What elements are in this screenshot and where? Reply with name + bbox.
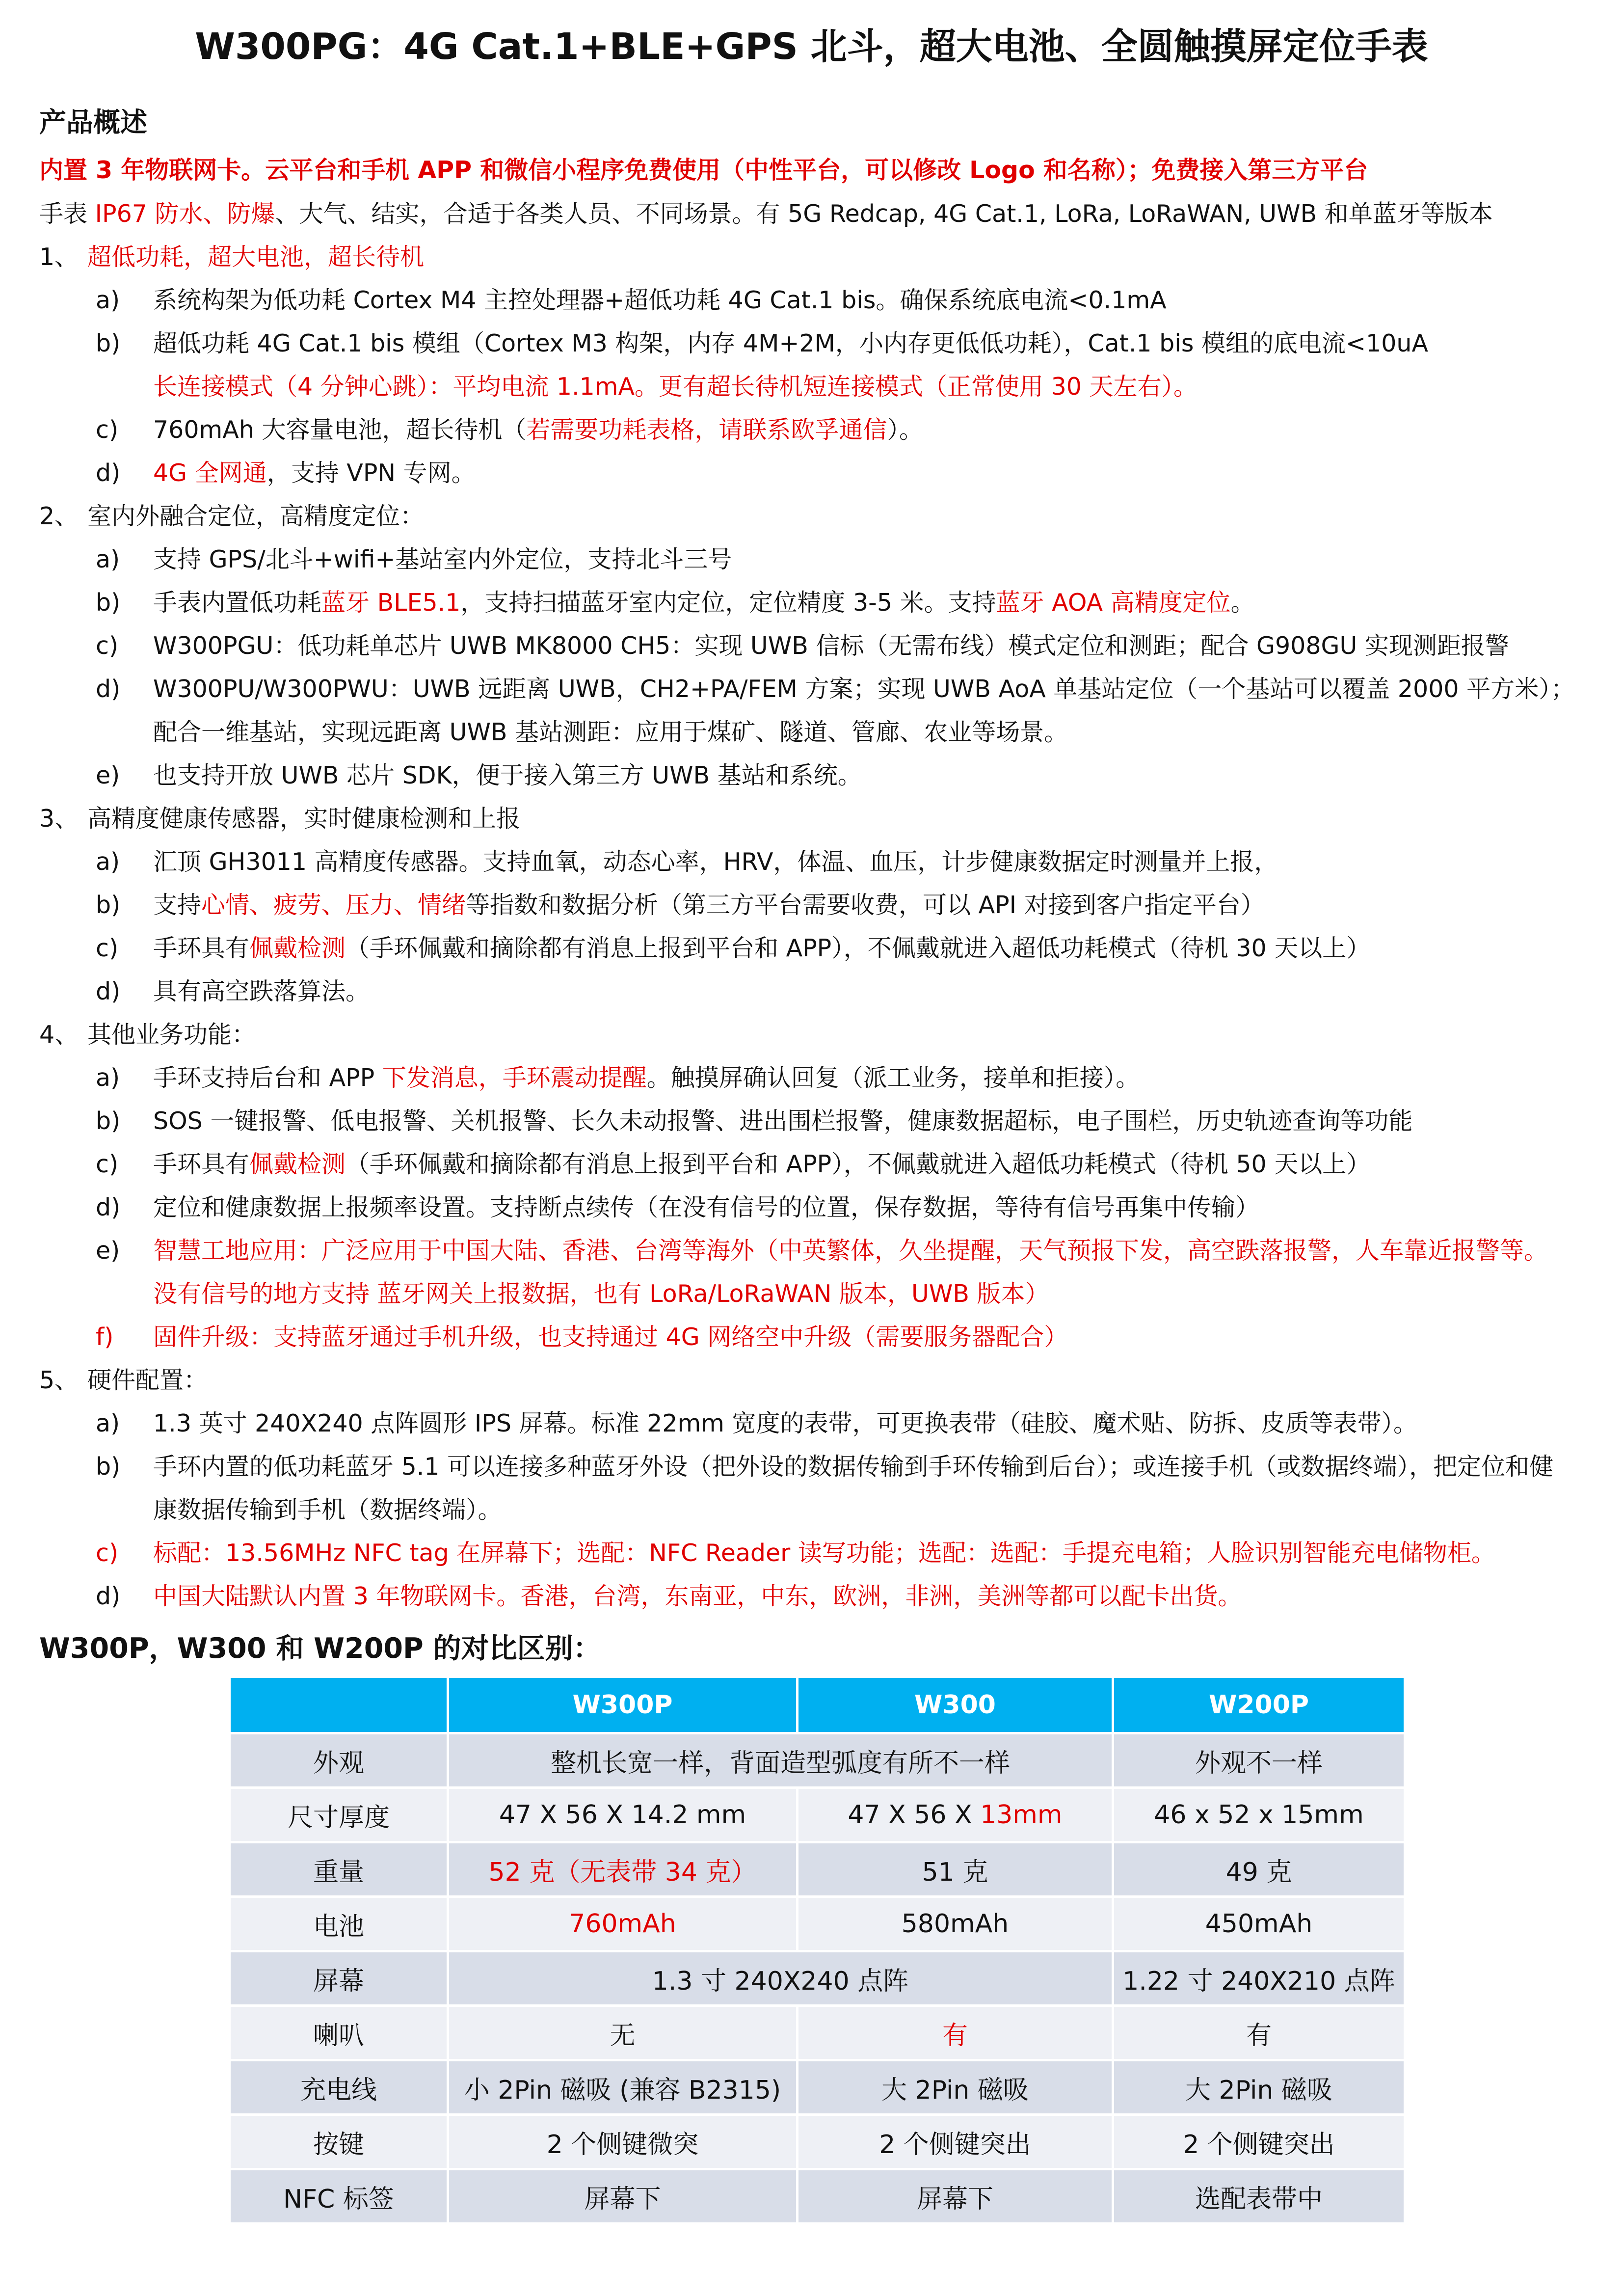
- list-item: [153, 589, 1255, 618]
- compare-heading: W300P，W300 和 W200P 的对比区别：: [39, 1632, 601, 1665]
- table-row: [230, 2115, 1405, 2169]
- list-item: 固件升级：支持蓝牙通过手机升级，也支持通过 4G 网络空中升级（需要服务器配合）: [153, 1323, 1068, 1351]
- list-item-highlight: 心情、疲劳、压力、情绪: [201, 891, 466, 919]
- table-row: [230, 1951, 1405, 2006]
- list-item-highlight: 蓝牙 AOA 高精度定位: [996, 589, 1231, 617]
- list-item: [153, 416, 923, 445]
- list-marker: d): [96, 977, 121, 1005]
- table-cell: 47 X 56 X 14.2 mm: [448, 1788, 798, 1842]
- list-marker: c): [96, 934, 119, 962]
- table-row: [230, 1842, 1405, 1897]
- table-cell: 按键: [230, 2115, 448, 2169]
- list-item: [153, 1064, 1140, 1093]
- list-item-text: 。触摸屏确认回复（派工业务，接单和拒接）。: [646, 1064, 1140, 1092]
- list-item: 支持 GPS/北斗+wifi+基站室内外定位，支持北斗三号: [153, 545, 732, 573]
- table-cell: 580mAh: [798, 1897, 1113, 1951]
- list-item: 具有高空跌落算法。: [153, 977, 370, 1005]
- list-item-text: （手环佩戴和摘除都有消息上报到平台和 APP），不佩戴就进入超低功耗模式（待机 50 天以上）: [346, 1150, 1371, 1178]
- section-1-number: 1、: [39, 243, 79, 271]
- intro-text: 、大气、结实，合适于各类人员、不同场景。有 5G Redcap, 4G Cat.1, LoRa, LoRaWAN, UWB 和单蓝牙等版本: [275, 200, 1493, 228]
- list-marker: e): [96, 761, 120, 789]
- table-cell: 1.3 寸 240X240 点阵: [448, 1951, 1113, 2006]
- table-cell: 2 个侧键微突: [448, 2115, 798, 2169]
- list-item-continued: 长连接模式（4 分钟心跳）：平均电流 1.1mA。更有超长待机短连接模式（正常使用 30 天左右）。: [153, 373, 1198, 401]
- list-item: 手环内置的低功耗蓝牙 5.1 可以连接多种蓝牙外设（把外设的数据传输到手环传输到后台）；或连接手机（或数据终端），把定位和健: [153, 1453, 1554, 1481]
- section-1-title: 超低功耗，超大电池，超长待机: [87, 243, 425, 271]
- list-item: 1.3 英寸 240X240 点阵圆形 IPS 屏幕。标准 22mm 宽度的表带，可更换表带（硅胶、魔术贴、防拆、皮质等表带）。: [153, 1409, 1417, 1437]
- list-marker: a): [96, 1409, 120, 1437]
- list-marker: d): [96, 1193, 121, 1221]
- list-marker: c): [96, 416, 119, 444]
- list-item-text: 支持: [153, 891, 202, 919]
- list-item-highlight: 蓝牙 BLE5.1: [321, 589, 461, 617]
- table-cell-text: 47 X 56 X: [848, 1800, 981, 1830]
- list-marker: b): [96, 1453, 121, 1481]
- list-item: [153, 891, 1265, 920]
- table-cell: 外观: [230, 1733, 448, 1788]
- intro-line: [39, 200, 1493, 229]
- list-item: [153, 934, 1370, 963]
- table-cell: 2 个侧键突出: [1113, 2115, 1405, 2169]
- page-title: W300PG：4G Cat.1+BLE+GPS 北斗，超大电池、全圆触摸屏定位手表: [195, 26, 1428, 68]
- list-item-continued: 配合一维基站，实现远距离 UWB 基站测距：应用于煤矿、隧道、管廊、农业等场景。: [153, 718, 1068, 746]
- list-item-highlight: 下发消息，手环震动提醒: [382, 1064, 647, 1092]
- list-item-text: ，支持 VPN 专网。: [266, 459, 476, 487]
- table-cell: 1.22 寸 240X210 点阵: [1113, 1951, 1405, 2006]
- list-marker: a): [96, 545, 120, 573]
- list-item: 智慧工地应用：广泛应用于中国大陆、香港、台湾等海外（中英繁体，久坐提醒，天气预报下发，高空跌落报警，人车靠近报警等。: [153, 1237, 1548, 1265]
- table-cell: 450mAh: [1113, 1897, 1405, 1951]
- list-marker: a): [96, 848, 120, 876]
- list-marker: d): [96, 1582, 121, 1610]
- list-item: SOS 一键报警、低电报警、关机报警、长久未动报警、进出围栏报警，健康数据超标，电子围栏，历史轨迹查询等功能: [153, 1107, 1413, 1135]
- list-item: 中国大陆默认内置 3 年物联网卡。香港，台湾，东南亚，中东，欧洲，非洲，美洲等都可以配卡出货。: [153, 1582, 1242, 1610]
- list-item-continued: 没有信号的地方支持 蓝牙网关上报数据，也有 LoRa/LoRaWAN 版本，UWB 版本）: [153, 1280, 1049, 1308]
- list-item-text: 。: [1230, 589, 1255, 617]
- table-row: [230, 1897, 1405, 1951]
- table-cell: 46 x 52 x 15mm: [1113, 1788, 1405, 1842]
- table-cell: 充电线: [230, 2060, 448, 2115]
- list-item: 定位和健康数据上报频率设置。支持断点续传（在没有信号的位置，保存数据，等待有信号再集中传输）: [153, 1193, 1260, 1221]
- list-item-text: 760mAh 大容量电池，超长待机（: [153, 416, 527, 444]
- list-item: [153, 459, 476, 488]
- table-row: [230, 2169, 1405, 2224]
- table-cell: 外观不一样: [1113, 1733, 1405, 1788]
- table-cell: 屏幕下: [448, 2169, 798, 2224]
- table-header-cell: W300P: [448, 1677, 798, 1733]
- list-item-text: 手环具有: [153, 1150, 250, 1178]
- list-item-text: 手环支持后台和 APP: [153, 1064, 382, 1092]
- list-marker: b): [96, 589, 121, 617]
- list-item-text: 等指数和数据分析（第三方平台需要收费，可以 API 对接到客户指定平台）: [466, 891, 1265, 919]
- table-cell: 52 克（无表带 34 克）: [448, 1842, 798, 1897]
- intro-highlight-text: IP67 防水、防爆: [95, 200, 275, 228]
- list-item: W300PGU：低功耗单芯片 UWB MK8000 CH5：实现 UWB 信标（无需布线）模式定位和测距；配合 G908GU 实现测距报警: [153, 632, 1509, 660]
- table-row: [230, 2006, 1405, 2060]
- list-marker: a): [96, 1064, 120, 1092]
- list-marker: b): [96, 329, 121, 357]
- list-marker: c): [96, 1539, 119, 1567]
- list-marker: e): [96, 1237, 120, 1265]
- list-item-text: 手表内置低功耗: [153, 589, 322, 617]
- list-item-highlight: 佩戴检测: [249, 934, 346, 962]
- list-item: W300PU/W300PWU：UWB 远距离 UWB，CH2+PA/FEM 方案；实现 UWB AoA 单基站定位（一个基站可以覆盖 2000 平方米）；: [153, 675, 1575, 703]
- table-row: [230, 1733, 1405, 1788]
- list-marker: d): [96, 675, 121, 703]
- list-item: 汇顶 GH3011 高精度传感器。支持血氧，动态心率，HRV，体温、血压，计步健康数据定时测量并上报，: [153, 848, 1278, 876]
- table-header-row: [230, 1677, 1405, 1733]
- intro-text: 手表: [39, 200, 95, 228]
- section-5-number: 5、: [39, 1366, 79, 1394]
- intro-highlight: 内置 3 年物联网卡。云平台和手机 APP 和微信小程序免费使用（中性平台，可以修改 Logo 和名称）；免费接入第三方平台: [39, 156, 1368, 184]
- table-header-cell: W200P: [1113, 1677, 1405, 1733]
- table-cell: 屏幕: [230, 1951, 448, 2006]
- list-marker: c): [96, 632, 119, 660]
- table-cell: 尺寸厚度: [230, 1788, 448, 1842]
- list-item: 系统构架为低功耗 Cortex M4 主控处理器+超低功耗 4G Cat.1 bis。确保系统底电流<0.1mA: [153, 286, 1167, 314]
- comparison-table: [228, 1675, 1406, 2225]
- table-cell: 喇叭: [230, 2006, 448, 2060]
- table-cell-highlight: 13mm: [980, 1800, 1063, 1830]
- table-cell: 重量: [230, 1842, 448, 1897]
- list-item-highlight: 4G 全网通: [153, 459, 267, 487]
- table-cell: 整机长宽一样，背面造型弧度有所不一样: [448, 1733, 1113, 1788]
- table-cell: 选配表带中: [1113, 2169, 1405, 2224]
- list-marker: f): [96, 1323, 114, 1351]
- list-marker: a): [96, 286, 120, 314]
- table-header-cell: W300: [798, 1677, 1113, 1733]
- section-2-number: 2、: [39, 502, 79, 530]
- overview-heading: 产品概述: [39, 107, 148, 138]
- list-marker: b): [96, 1107, 121, 1135]
- table-cell: 有: [1113, 2006, 1405, 2060]
- table-cell: 大 2Pin 磁吸: [1113, 2060, 1405, 2115]
- list-item: 也支持开放 UWB 芯片 SDK，便于接入第三方 UWB 基站和系统。: [153, 761, 862, 789]
- section-4-title: 其他业务功能：: [87, 1021, 256, 1049]
- list-item-highlight: 若需要功耗表格，请联系欧孚通信: [526, 416, 887, 444]
- list-item-highlight: 佩戴检测: [249, 1150, 346, 1178]
- table-cell: NFC 标签: [230, 2169, 448, 2224]
- section-2-title: 室内外融合定位，高精度定位：: [87, 502, 425, 530]
- section-5-title: 硬件配置：: [87, 1366, 208, 1394]
- list-item-text: 手环具有: [153, 934, 250, 962]
- table-row: [230, 2060, 1405, 2115]
- section-4-number: 4、: [39, 1021, 79, 1049]
- list-item: 超低功耗 4G Cat.1 bis 模组（Cortex M3 构架，内存 4M+2M，小内存更低低功耗），Cat.1 bis 模组的底电流<10uA: [153, 329, 1428, 357]
- table-header-cell: [230, 1677, 448, 1733]
- table-cell: 51 克: [798, 1842, 1113, 1897]
- table-cell: [798, 1788, 1113, 1842]
- list-marker: d): [96, 459, 121, 487]
- table-cell: 大 2Pin 磁吸: [798, 2060, 1113, 2115]
- section-3-number: 3、: [39, 805, 79, 833]
- list-item: 标配：13.56MHz NFC tag 在屏幕下；选配：NFC Reader 读写功能；选配：选配：手提充电箱；人脸识别智能充电储物柜。: [153, 1539, 1495, 1567]
- table-cell: 无: [448, 2006, 798, 2060]
- table-cell: 49 克: [1113, 1842, 1405, 1897]
- list-item-text: （手环佩戴和摘除都有消息上报到平台和 APP），不佩戴就进入超低功耗模式（待机 30 天以上）: [346, 934, 1371, 962]
- table-cell: 屏幕下: [798, 2169, 1113, 2224]
- section-3-title: 高精度健康传感器，实时健康检测和上报: [87, 805, 521, 833]
- table-cell: 小 2Pin 磁吸 (兼容 B2315): [448, 2060, 798, 2115]
- table-cell: 2 个侧键突出: [798, 2115, 1113, 2169]
- table-cell: 电池: [230, 1897, 448, 1951]
- list-marker: b): [96, 891, 121, 919]
- table-cell: 760mAh: [448, 1897, 798, 1951]
- list-item-continued: 康数据传输到手机（数据终端）。: [153, 1496, 502, 1524]
- table-cell: 有: [798, 2006, 1113, 2060]
- list-item-text: ，支持扫描蓝牙室内定位，定位精度 3-5 米。支持: [460, 589, 996, 617]
- list-item: [153, 1150, 1370, 1179]
- list-item-text: ）。: [887, 416, 923, 444]
- list-marker: c): [96, 1150, 119, 1178]
- table-row: [230, 1788, 1405, 1842]
